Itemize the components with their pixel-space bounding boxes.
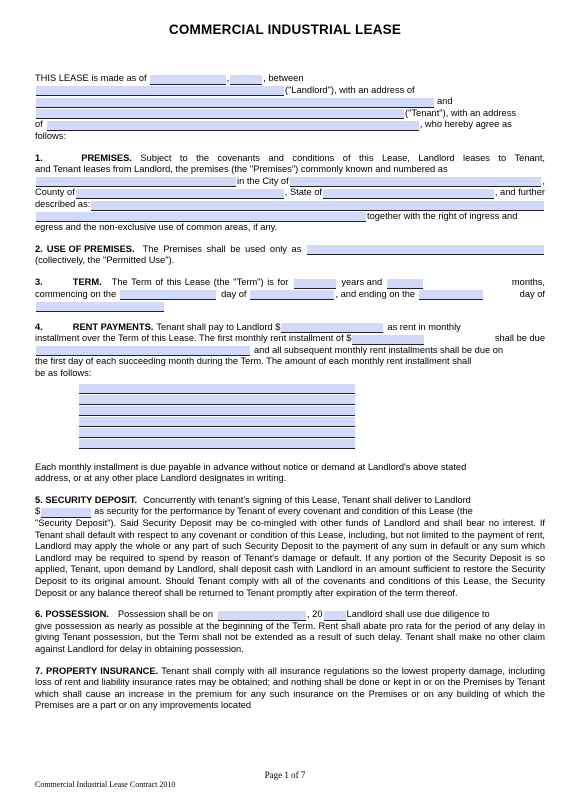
s1-line-2: and Tenant leases from Landlord, the premises (the "Premises") commonly known and numbered as	[35, 164, 448, 175]
rent-schedule-row[interactable]	[79, 395, 355, 405]
s2-line-2: (collectively, the "Permitted Use").	[35, 255, 175, 266]
term-years-field[interactable]	[294, 279, 336, 289]
lease-date-field[interactable]	[150, 75, 226, 85]
rent-schedule-row[interactable]	[79, 428, 355, 438]
s2-heading: USE OF PREMISES.	[46, 243, 135, 254]
s4-after-2: address, or at any other place Landlord designates in writing.	[35, 473, 287, 484]
commence-day-field[interactable]	[120, 290, 216, 300]
s3-heading: TERM.	[72, 276, 102, 287]
premises-description-field[interactable]	[91, 201, 544, 211]
first-installment-field[interactable]	[352, 335, 424, 345]
tenant-name-field[interactable]	[36, 109, 404, 119]
s4-line-3: and all subsequent monthly rent installments shall be due on	[35, 345, 545, 357]
s4-line-2: installment over the Term of this Lease. The first monthly rent installment of $ shall be due	[35, 333, 545, 344]
security-deposit-field[interactable]	[41, 508, 91, 518]
s4-line-4: the first day of each succeeding month during the Term. The amount of each monthly rent installment shall	[35, 356, 472, 367]
s2-line-1: 2. USE OF PREMISES. The Premises shall be used only as	[35, 244, 545, 256]
commence-month-field[interactable]	[250, 290, 334, 300]
intro-line-6: follows:	[35, 130, 67, 141]
s3-line-2: commencing on the day of , and ending on the day of	[35, 288, 545, 299]
s6-line-1: 6. POSSESSION. Possession shall be on , 20 Landlord shall use due diligence to	[35, 609, 490, 620]
permitted-use-field[interactable]	[307, 245, 544, 255]
term-months-field[interactable]	[387, 279, 423, 289]
s1-line-7: egress and the non-exclusive use of common areas, if any.	[35, 222, 278, 233]
s1-heading: PREMISES.	[81, 152, 132, 163]
s5-line-2: $ as security for the performance by Tenant of every covenant and condition of this Lease (the	[35, 506, 473, 517]
document-title: COMMERCIAL INDUSTRIAL LEASE	[168, 22, 402, 37]
intro-line-2: ("Landlord"), with an address of	[35, 85, 545, 97]
intro-line-4: ("Tenant"), with an address	[35, 108, 545, 120]
tenant-address-field[interactable]	[47, 121, 419, 131]
footer-doc-title: Commercial Industrial Lease Contract 2010	[35, 780, 176, 789]
s3-line-1: 3. TERM. The Term of this Lease (the "Term") is for years and months,	[35, 276, 545, 287]
page-number: Page 1 of 7	[264, 770, 306, 780]
rent-schedule-row[interactable]	[79, 406, 355, 416]
rent-schedule-table[interactable]	[79, 384, 355, 449]
landlord-address-field[interactable]	[36, 98, 434, 108]
s5-heading: 5. SECURITY DEPOSIT.	[35, 494, 138, 505]
s5-body: "Security Deposit"). Said Security Deposit may be co-mingled with other funds of Landlord and shall bear no interest. If Tenant shall default with respect to any covenant or condition of this Lease, including, but not limited to the payment of rent, Landlord may apply the whole or any part of such Security Deposit to the payment of any sum in default or any sum which Landlord may be required to spend by reason of Tenant's damage or default. If any portion of the Security Deposit is so applied, Tenant, upon demand by Landlord, shall deposit cash with Landlord in an amount sufficient to restore the Security Deposit to its original amount. Should Tenant comply with all of the covenants and conditions of this Lease, the Security Deposit or any balance thereof shall be returned to Tenant promptly after expiration of the term thereof.	[35, 518, 545, 598]
s6-body: give possession as nearly as possible at the beginning of the Term. Rent shall abate pro rata for the period of any delay in giving Tenant possession, but the Term shall not be extended as a result of such delay. Tenant shall make no other claim against Landlord for delay in obtaining possession.	[35, 620, 545, 654]
s7-body: 7. PROPERTY INSURANCE. Tenant shall comply with all insurance regulations so the lowest property damage, including loss of rent and liability insurance rates may be obtained; and nothing shall be done or kept in or on the Premises by Tenant which shall cause an increase in the premium for any such insurance on the Premises or on any building of which the Premises are a part or on any improvements located	[35, 665, 545, 711]
lease-year-field[interactable]	[230, 75, 262, 85]
state-field[interactable]	[323, 189, 494, 199]
intro-line-1: THIS LEASE is made as of , , between	[35, 73, 304, 83]
premises-description-field-2[interactable]	[36, 212, 366, 222]
premises-address-field[interactable]	[36, 177, 236, 187]
s4-line-5: be as follows:	[35, 368, 92, 379]
s4-heading: RENT PAYMENTS.	[72, 321, 154, 332]
s3-line-3	[35, 300, 545, 312]
s6-heading: 6. POSSESSION.	[35, 609, 109, 620]
s1-line-5: described as:	[35, 199, 545, 211]
rent-schedule-row[interactable]	[79, 417, 355, 427]
intro-line-5: of , who hereby agree as	[35, 119, 512, 130]
rent-schedule-row[interactable]	[79, 384, 355, 394]
end-day-field[interactable]	[419, 290, 483, 300]
s1-line-4: County of , State of , and further	[35, 187, 545, 198]
s1-line-3: in the City of ,	[35, 176, 545, 188]
rent-amount-field[interactable]	[281, 323, 383, 333]
s1-line-1: 1. PREMISES. Subject to the covenants and conditions of this Lease, Landlord leases to Tenant,	[35, 152, 545, 163]
s7-heading: 7. PROPERTY INSURANCE.	[35, 665, 159, 676]
s4-after-1: Each monthly installment is due payable in advance without notice or demand at Landlord's above stated	[35, 461, 467, 472]
s4-line-1: 4. RENT PAYMENTS. Tenant shall pay to Landlord $ as rent in monthly	[35, 321, 461, 332]
end-month-field[interactable]	[36, 302, 164, 312]
rent-schedule-row[interactable]	[79, 439, 355, 449]
document-body	[35, 73, 545, 712]
s5-line-1: 5. SECURITY DEPOSIT. Concurrently with tenant's signing of this Lease, Tenant shall deliver to Landlord	[35, 494, 471, 505]
first-installment-date-field[interactable]	[36, 346, 250, 356]
possession-date-field[interactable]	[218, 611, 306, 621]
county-field[interactable]	[76, 189, 284, 199]
landlord-name-field[interactable]	[36, 86, 284, 96]
intro-line-3: and	[35, 96, 545, 108]
possession-year-field[interactable]	[324, 611, 346, 621]
city-field[interactable]	[290, 177, 542, 187]
s1-line-6: together with the right of ingress and	[35, 211, 545, 223]
